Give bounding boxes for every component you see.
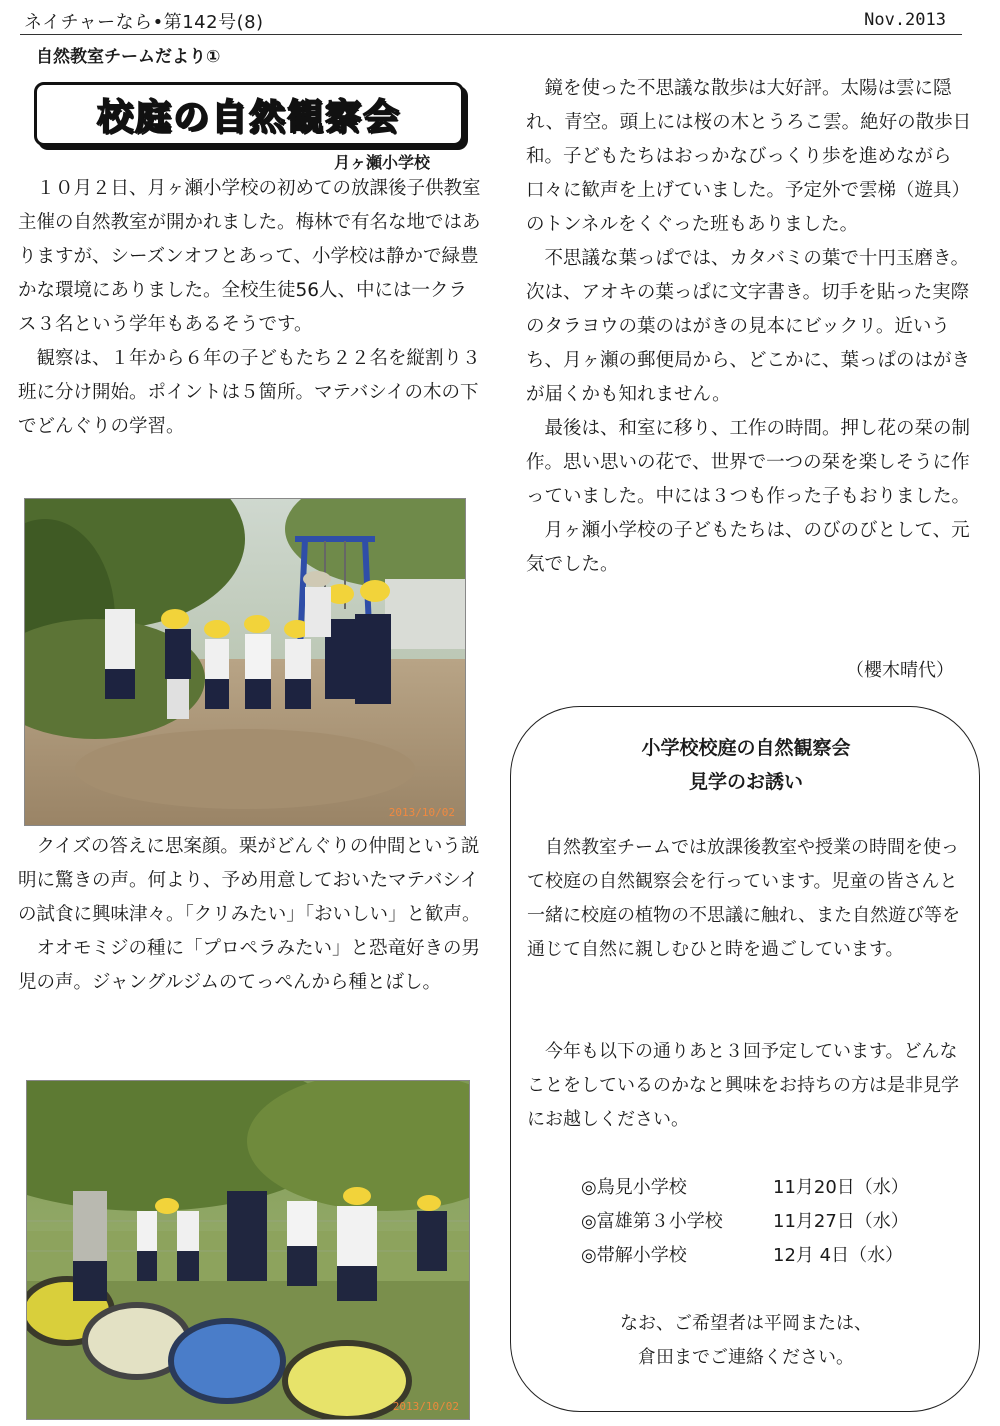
schedule-date: 12月 4日（水）	[773, 1245, 904, 1266]
right-text	[526, 72, 976, 582]
paragraph: 月ヶ瀬小学校の子どもたちは、のびのびとして、元気でした。	[526, 520, 970, 575]
invitation-title: 小学校校庭の自然観察会	[641, 737, 851, 759]
schedule-list	[581, 1171, 909, 1273]
schedule-school: ◎帯解小学校	[581, 1245, 687, 1266]
article-school: 月ヶ瀬小学校	[334, 153, 431, 172]
paragraph: 不思議な葉っぱでは、カタバミの葉で十円玉磨き。次は、アオキの葉っぱに文字書き。切手を貼った実際のタラヨウの葉のはがきの見本にビックリ。近いうち、月ヶ瀬の郵便局から、どこかに、葉っぱのはがきが届くかも知れません。	[526, 248, 971, 405]
series-title: 自然教室チームだより①	[36, 47, 221, 67]
invitation-box	[510, 706, 980, 1412]
article-title: 校庭の自然観察会	[96, 96, 401, 138]
invitation-body: 自然教室チームでは放課後教室や授業の時間を使って校庭の自然観察会を行っています。児童の皆さんと一緒に校庭の植物の不思議に触れ、また自然遊び等を通じて自然に親しむひと時を過ごしています。	[527, 837, 961, 960]
photo-date-stamp: 2013/10/02	[388, 806, 455, 819]
schedule-row	[581, 1205, 909, 1239]
paragraph: 観察は、１年から６年の子どもたち２２名を縦割り３班に分け開始。ポイントは５箇所。マテバシイの木の下でどんぐりの学習。	[18, 348, 481, 437]
paragraph: 鏡を使った不思議な散歩は大好評。太陽は雲に隠れ、青空。頭上には桜の木とうろこ雲。絶好の散歩日和。子どもたちはおっかなびっくり歩を進めながら口々に歓声を上げていました。予定外で雲梯（遊具）のトンネルをくぐった班もありました。	[526, 78, 972, 235]
paragraph: １０月２日、月ヶ瀬小学校の初めての放課後子供教室主催の自然教室が開かれました。梅林で有名な地ではありますが、シーズンオフとあって、小学校は静かで緑豊かな環境にありました。全校生徒56人、中には一クラス３名という学年もあるそうです。	[18, 178, 481, 335]
newsletter-issue: ネイチャーなら•第142号(8)	[24, 12, 264, 33]
invitation-body: 今年も以下の通りあと３回予定しています。どんなことをしているのかなと興味をお持ちの方は是非見学にお越しください。	[527, 1041, 959, 1130]
header-divider	[20, 34, 962, 35]
photo-children-under-tree	[24, 498, 466, 826]
left-text-mid	[18, 830, 484, 1000]
schedule-row	[581, 1171, 909, 1205]
invitation-contact: なお、ご希望者は平岡または、	[620, 1313, 872, 1334]
paragraph: オオモミジの種に「プロペラみたい」と恐竜好きの男児の声。ジャングルジムのてっぺんから種とばし。	[18, 938, 480, 993]
schedule-date: 11月27日（水）	[773, 1211, 909, 1232]
paragraph: クイズの答えに思案顔。栗がどんぐりの仲間という説明に驚きの声。何より、予め用意しておいたマテバシイの試食に興味津々。「クリみたい」「おいしい」と歓声。	[18, 836, 481, 925]
invitation-contact: 倉田までご連絡ください。	[638, 1347, 854, 1368]
paragraph: 最後は、和室に移り、工作の時間。押し花の栞の制作。思い思いの花で、世界で一つの栞を楽しそうに作っていました。中には３つも作った子もおりました。	[526, 418, 971, 507]
schedule-school: ◎鳥見小学校	[581, 1177, 687, 1198]
invitation-subtitle: 見学のお誘い	[688, 771, 803, 793]
left-text-top	[18, 172, 484, 444]
article-title-box	[34, 82, 464, 146]
schedule-school: ◎富雄第３小学校	[581, 1211, 723, 1232]
schedule-date: 11月20日（水）	[773, 1177, 909, 1198]
issue-date: Nov.2013	[864, 10, 946, 30]
photo-date-stamp: 2013/10/02	[392, 1400, 459, 1413]
article-author: （櫻木晴代）	[846, 660, 954, 681]
photo-children-tires	[26, 1080, 470, 1420]
schedule-row	[581, 1239, 909, 1273]
